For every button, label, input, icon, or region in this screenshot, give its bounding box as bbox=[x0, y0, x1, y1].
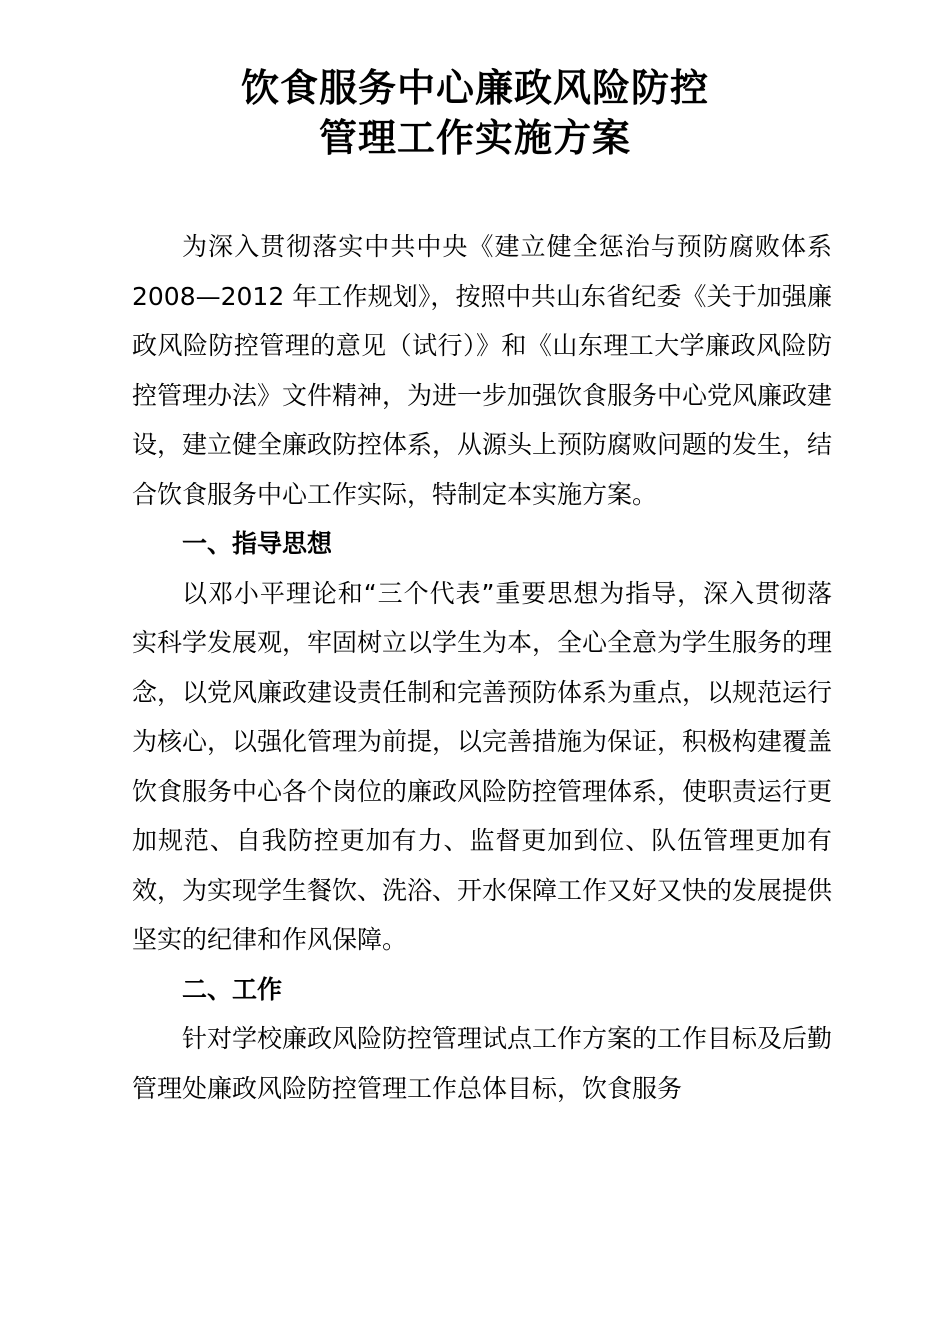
document-body bbox=[132, 222, 832, 1113]
section-1-paragraph: 以邓小平理论和“三个代表”重要思想为指导，深入贯彻落实科学发展观，牢固树立以学生为本，全心全意为学生服务的理念，以党风廉政建设责任制和完善预防体系为重点，以规范运行为核心，以强化管理为前提，以完善措施为保证，积极构建覆盖饮食服务中心各个岗位的廉政风险防控管理体系，使职责运行更加规范、自我防控更加有力、监督更加到位、队伍管理更加有效，为实现学生餐饮、洗浴、开水保障工作又好又快的发展提供坚实的纪律和作风保障。 bbox=[132, 578, 833, 954]
section-2-heading: 二、工作 bbox=[182, 974, 283, 1004]
document-title-line-2: 管理工作实施方案 bbox=[318, 116, 631, 160]
intro-paragraph: 为深入贯彻落实中共中央《建立健全惩治与预防腐败体系 2008—2012 年工作规划》，按照中共山东省纪委《关于加强廉政风险防控管理的意见（试行）》和《山东理工大学廉政风险防控管理办法》文件精神，为进一步加强饮食服务中心党风廉政建设，建立健全廉政防控体系，从源头上预防腐败问题的发生，结合饮食服务中心工作实际，特制定本实施方案。 bbox=[132, 232, 833, 509]
section-2-paragraph: 针对学校廉政风险防控管理试点工作方案的工作目标及后勤管理处廉政风险防控管理工作总体目标，饮食服务 bbox=[132, 1024, 833, 1103]
section-1-heading: 一、指导思想 bbox=[182, 529, 333, 558]
document-title-line-1: 饮食服务中心廉政风险防控 bbox=[240, 66, 709, 110]
